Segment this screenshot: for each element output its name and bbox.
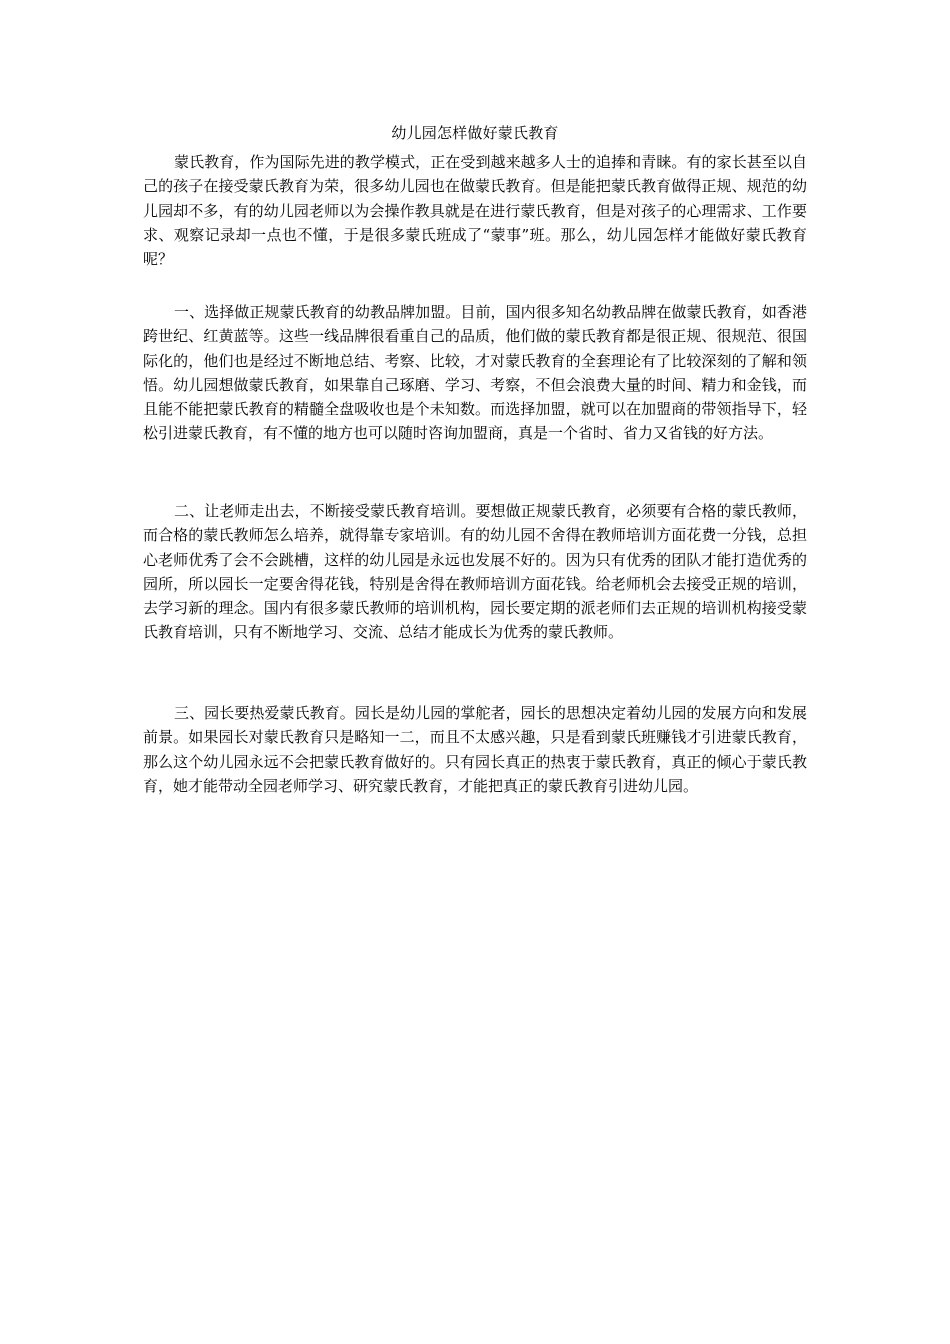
- section-three-paragraph: 三、园长要热爱蒙氏教育。园长是幼儿园的掌舵者，园长的思想决定着幼儿园的发展方向和发展前景。如果园长对蒙氏教育只是略知一二，而且不太感兴趣，只是看到蒙氏班赚钱才引进蒙氏教育，那么这个幼儿园永远不会把蒙氏教育做好的。只有园长真正的热衷于蒙氏教育，真正的倾心于蒙氏教育，她才能带动全园老师学习、研究蒙氏教育，才能把真正的蒙氏教育引进幼儿园。: [143, 704, 807, 795]
- intro-paragraph: 蒙氏教育，作为国际先进的教学模式，正在受到越来越多人士的追捧和青睐。有的家长甚至以自己的孩子在接受蒙氏教育为荣，很多幼儿园也在做蒙氏教育。但是能把蒙氏教育做得正规、规范的幼儿园却不多，有的幼儿园老师以为会操作教具就是在进行蒙氏教育，但是对孩子的心理需求、工作要求、观察记录却一点也不懂，于是很多蒙氏班成了“蒙事”班。那么，幼儿园怎样才能做好蒙氏教育呢？: [143, 153, 807, 269]
- document-title: 幼儿园怎样做好蒙氏教育: [391, 124, 559, 142]
- section-two-paragraph: 二、让老师走出去，不断接受蒙氏教育培训。要想做正规蒙氏教育，必须要有合格的蒙氏教师，而合格的蒙氏教师怎么培养，就得靠专家培训。有的幼儿园不舍得在教师培训方面花费一分钱，总担心老师优秀了会不会跳槽，这样的幼儿园是永远也发展不好的。因为只有优秀的团队才能打造优秀的园所，所以园长一定要舍得花钱，特别是舍得在教师培训方面花钱。给老师机会去接受正规的培训，去学习新的理念。国内有很多蒙氏教师的培训机构，园长要定期的派老师们去正规的培训机构接受蒙氏教育培训，只有不断地学习、交流、总结才能成长为优秀的蒙氏教师。: [143, 502, 807, 642]
- section-one-paragraph: 一、选择做正规蒙氏教育的幼教品牌加盟。目前，国内很多知名幼教品牌在做蒙氏教育，如香港跨世纪、红黄蓝等。这些一线品牌很看重自己的品质，他们做的蒙氏教育都是很正规、很规范、很国际化的，他们也是经过不断地总结、考察、比较，才对蒙氏教育的全套理论有了比较深刻的了解和领悟。幼儿园想做蒙氏教育，如果靠自己琢磨、学习、考察，不但会浪费大量的时间、精力和金钱，而且能不能把蒙氏教育的精髓全盘吸收也是个未知数。而选择加盟，就可以在加盟商的带领指导下，轻松引进蒙氏教育，有不懂的地方也可以随时咨询加盟商，真是一个省时、省力又省钱的好方法。: [143, 303, 807, 443]
